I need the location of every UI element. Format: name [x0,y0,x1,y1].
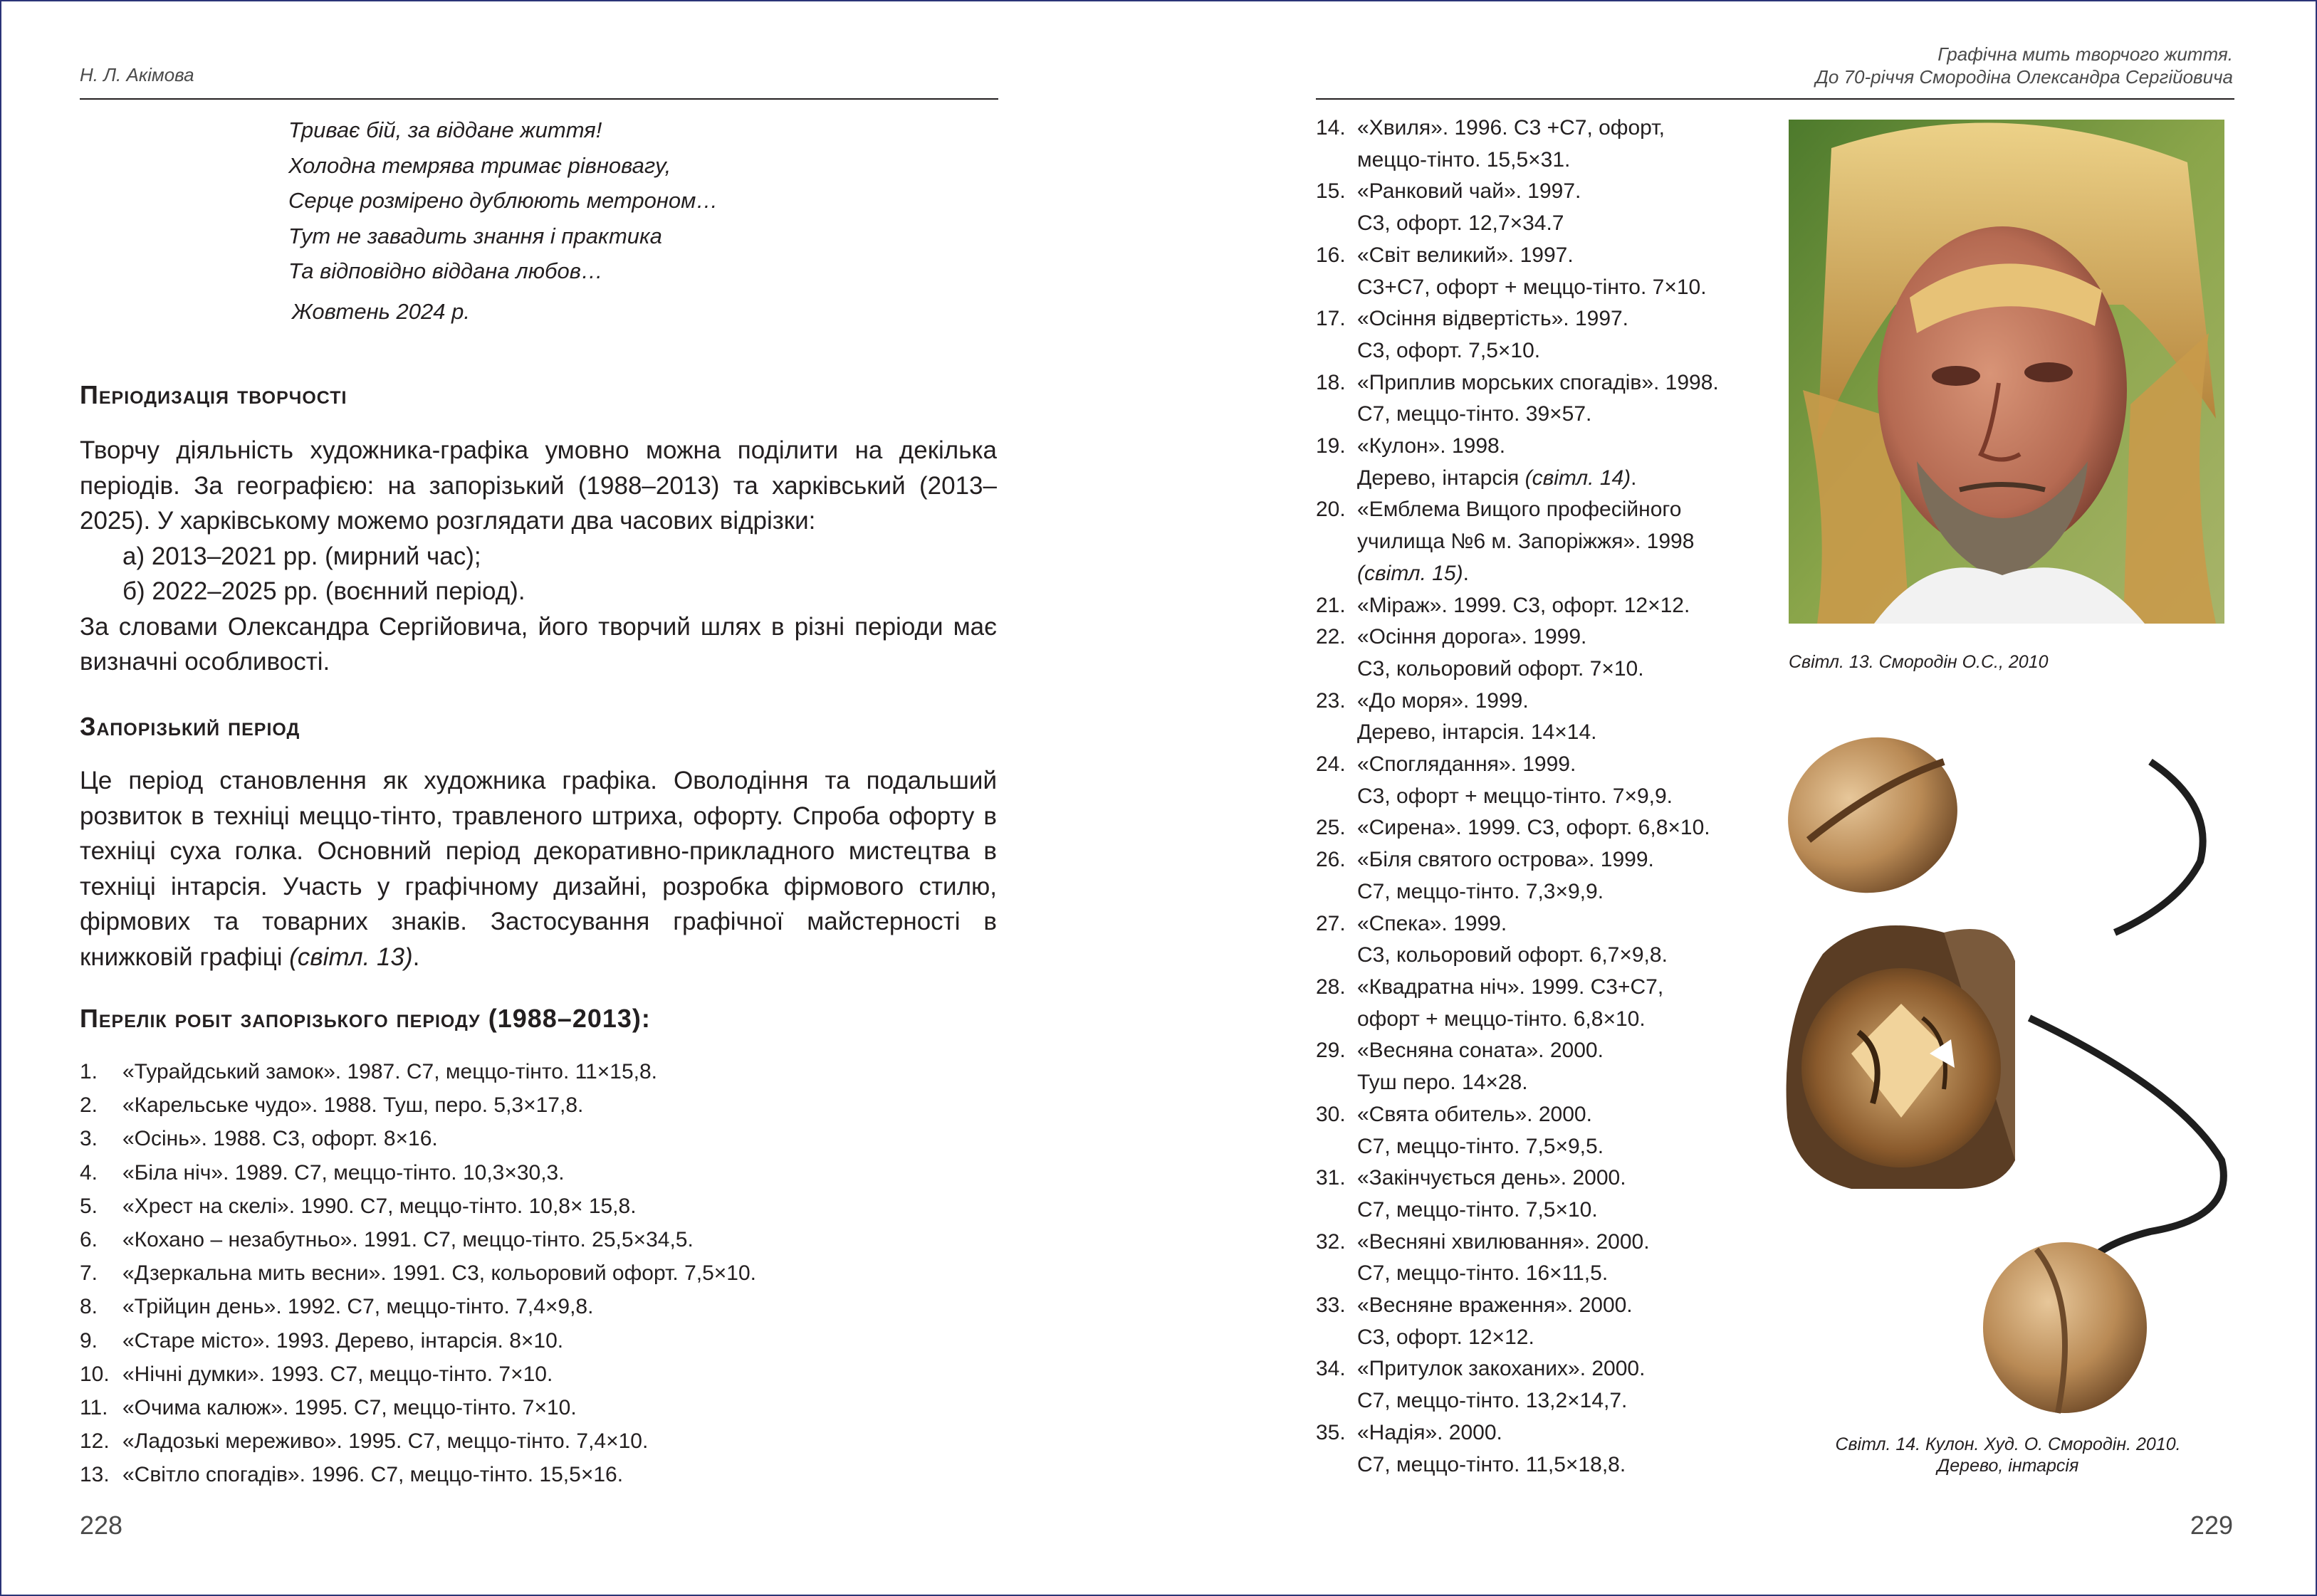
list-item [1316,812,1719,844]
item-number: 27. [1316,911,1346,935]
item-number: 16. [1316,243,1346,267]
paragraph-end: . [412,943,420,971]
list-item [80,1055,756,1088]
item-line: «Світ великий». 1997. [1357,243,1574,267]
item-text: «Світло спогадів». 1996. С7, меццо-тінто. 15,5×16. [122,1463,624,1487]
list-item-b: б) 2022–2025 рр. (воєнний період). [122,577,525,605]
poem [288,112,718,289]
list-item [80,1190,756,1223]
item-line: «Осіння дорога». 1999. [1357,625,1587,649]
poem-date: Жовтень 2024 р. [292,299,470,324]
item-text: «Карельське чудо». 1988. Туш, перо. 5,3×17,8. [122,1093,584,1118]
page-number-left: 228 [80,1511,123,1540]
item-line: С7, меццо-тінто. 13,2×14,7. [1357,1389,1628,1413]
header-rule-right [1316,98,2234,100]
item-number: 8. [80,1295,98,1319]
list-item [1316,494,1719,589]
header-rule-left [80,98,998,100]
list-item [80,1391,756,1424]
list-item [80,1290,756,1323]
list-item [1316,1290,1719,1353]
item-number: 31. [1316,1166,1346,1190]
paragraph-text: Це період становлення як художника графіка. Оволодіння та подальший розвиток в техніці меццо-тінто, травленого штриха, офорту. Спроба офорту в техніці суха голка. Основний період декоративно-прикладного мистецтва в техніці інтарсія. Участь у графічному дизайні, розробка фірмового стилю, фірмових та товарних знаків. Застосування графічної майстерності в книжковій графіці [80,767,997,971]
caption-figure-14 [1780,1434,2236,1476]
list-item [80,1088,756,1122]
item-line: «Осіння відвертість». 1997. [1357,307,1629,331]
item-line: «Ранковий чай». 1997. [1357,179,1581,204]
heading-zaporizhzhia-period: Запорізький період [80,712,300,741]
item-line: С7, меццо-тінто. 7,3×9,9. [1357,879,1604,903]
list-item [1316,844,1719,908]
list-item [1316,908,1719,972]
item-line: С3, офорт. 7,5×10. [1357,338,1541,362]
list-item [1316,686,1719,749]
list-item [80,1122,756,1155]
item-line: С3, офорт. 12,7×34.7 [1357,211,1564,236]
poem-line: Серце розмірено дублюють метроном… [288,188,718,213]
running-head-title [1816,43,2233,88]
item-line: С7, меццо-тінто. 39×57. [1357,402,1592,426]
item-text: «Ладозькі мереживо». 1995. С7, меццо-тінто. 7,4×10. [122,1429,649,1454]
item-number: 4. [80,1160,98,1185]
poem-line: Холодна темрява тримає рівновагу, [288,152,671,178]
list-item [1316,367,1719,431]
item-line: «Весняні хвилювання». 2000. [1357,1229,1650,1254]
item-line: «Міраж». 1999. С3, офорт. 12×12. [1357,593,1690,617]
item-text: «Кохано – незабутньо». 1991. С7, меццо-тінто. 25,5×34,5. [122,1228,694,1252]
item-line-end: . [1631,466,1637,490]
item-number: 5. [80,1194,98,1218]
item-text: «Хрест на скелі». 1990. С7, меццо-тінто. 10,8× 15,8. [122,1194,637,1218]
item-number: 13. [80,1463,110,1487]
item-line: «Споглядання». 1999. [1357,752,1576,777]
item-text: «Трійцин день». 1992. С7, меццо-тінто. 7,4×9,8. [122,1295,594,1319]
page-number-right: 229 [2190,1511,2233,1540]
item-line: «Свята обитель». 2000. [1357,1102,1592,1126]
caption-line: Світл. 14. Кулон. Худ. О. Смородін. 2010. [1835,1434,2181,1454]
item-line: «Хвиля». 1996. С3 +С7, офорт, [1357,116,1665,140]
item-text: «Дзеркальна мить весни». 1991. С3, кольоровий офорт. 7,5×10. [122,1261,757,1286]
list-item [1316,112,1719,176]
item-number: 23. [1316,688,1346,713]
works-list-right [1316,112,1719,1481]
poem-line: Тут не завадить знання і практика [288,223,662,248]
item-number: 26. [1316,848,1346,872]
item-number: 35. [1316,1420,1346,1444]
item-line: С7, меццо-тінто. 7,5×9,5. [1357,1134,1604,1158]
item-number: 29. [1316,1039,1346,1063]
list-item [80,1156,756,1190]
list-item [80,1358,756,1391]
item-line: С3+С7, офорт + меццо-тінто. 7×10. [1357,275,1707,299]
item-text: «Біла ніч». 1989. С7, меццо-тінто. 10,3×30,3. [122,1160,565,1185]
list-item [1316,303,1719,367]
item-line: училища №6 м. Запоріжжя». 1998 [1357,530,1695,554]
poem-line: Та відповідно віддана любов… [288,258,603,283]
item-number: 11. [80,1396,108,1420]
paragraph-text: Творчу діяльність художника-графіка умовно можна поділити на декілька періодів. За географією: на запорізький (1988–2013) та харківський (2013–2025). У харківському можемо розглядати два часових відрізки: [80,436,997,535]
item-line: С3, кольоровий офорт. 6,7×9,8. [1357,943,1668,967]
list-item [1316,972,1719,1035]
list-item [80,1458,756,1491]
item-number: 14. [1316,116,1346,140]
portrait-illustration [1789,120,2224,624]
item-line: «Біля святого острова». 1999. [1357,848,1654,872]
list-item [1316,176,1719,239]
item-line: «Квадратна ніч». 1999. С3+С7, [1357,975,1664,999]
running-head-line: До 70-річчя Смородіна Олександра Сергійовича [1815,66,2233,88]
item-line: С3, офорт + меццо-тінто. 7×9,9. [1357,784,1673,808]
item-number: 32. [1316,1229,1346,1254]
item-line: Дерево, інтарсія [1357,466,1525,490]
item-number: 22. [1316,625,1346,649]
item-line: «Притулок закоханих». 2000. [1357,1357,1646,1381]
item-number: 33. [1316,1293,1346,1318]
item-text: «Старе місто». 1993. Дерево, інтарсія. 8×10. [122,1328,564,1353]
item-number: 12. [80,1429,110,1454]
item-number: 30. [1316,1102,1346,1126]
list-item [80,1223,756,1256]
item-line: «Закінчується день». 2000. [1357,1166,1626,1190]
item-number: 25. [1316,816,1346,840]
paragraph-zaporizhzhia [80,763,997,975]
list-item [1316,240,1719,303]
item-number: 18. [1316,370,1346,394]
caption-line: Дерево, інтарсія [1937,1456,2079,1476]
item-line: С3, офорт. 12×12. [1357,1325,1534,1349]
item-line: С3, кольоровий офорт. 7×10. [1357,656,1644,681]
item-text: «Турайдський замок». 1987. С7, меццо-тінто. 11×15,8. [122,1060,658,1083]
item-line: «До моря». 1999. [1357,688,1529,713]
list-item [80,1324,756,1358]
list-item [1316,1099,1719,1162]
list-item [1316,1162,1719,1226]
list-item [1316,1417,1719,1481]
item-line: «Приплив морських спогадів». 1998. [1357,370,1719,394]
item-number: 1. [80,1060,98,1083]
figure-reference: (світл. 13) [289,943,413,971]
heading-periodization: Періодизація творчості [80,380,347,409]
item-number: 9. [80,1328,98,1353]
item-line: «Сирена». 1999. С3, офорт. 6,8×10. [1357,816,1710,840]
item-number: 19. [1316,434,1346,458]
item-line: меццо-тінто. 15,5×31. [1357,147,1571,172]
item-number: 6. [80,1228,98,1252]
item-number: 21. [1316,593,1346,617]
item-line: «Емблема Вищого професійного [1357,498,1682,522]
item-line: «Надія». 2000. [1357,1420,1502,1444]
item-line: Дерево, інтарсія. 14×14. [1357,720,1597,745]
item-line: «Весняна соната». 2000. [1357,1039,1604,1063]
list-item [1316,1353,1719,1417]
works-list-left [80,1055,756,1492]
item-number: 17. [1316,307,1346,331]
list-item [80,1256,756,1290]
item-number: 34. [1316,1357,1346,1381]
item-line: Туш перо. 14×28. [1357,1071,1528,1095]
heading-works-list: Перелік робіт запорізького періоду (1988–2013): [80,1004,651,1033]
paragraph-periodization [80,433,997,680]
item-number: 7. [80,1261,98,1286]
list-item [1316,621,1719,685]
item-number: 24. [1316,752,1346,777]
running-head-author: Н. Л. Акімова [80,64,194,85]
figure-reference: (світл. 15) [1357,561,1463,585]
item-line: «Весняне враження». 2000. [1357,1293,1633,1318]
list-item [1316,749,1719,812]
pendant-illustration [1780,719,2236,1420]
poem-line: Триває бій, за віддане життя! [288,117,602,142]
item-number: 2. [80,1093,98,1118]
pendant-photo [1780,719,2236,1420]
list-item [1316,1035,1719,1098]
list-item [80,1424,756,1458]
item-line: офорт + меццо-тінто. 6,8×10. [1357,1007,1646,1031]
item-line: С7, меццо-тінто. 11,5×18,8. [1357,1452,1626,1476]
list-item-a: а) 2013–2021 рр. (мирний час); [122,542,481,570]
list-item [1316,1227,1719,1290]
item-number: 28. [1316,975,1346,999]
item-number: 3. [80,1127,98,1151]
item-line: С7, меццо-тінто. 16×11,5. [1357,1261,1609,1286]
item-number: 20. [1316,498,1346,522]
item-text: «Осінь». 1988. С3, офорт. 8×16. [122,1127,438,1151]
item-line-end: . [1463,561,1469,585]
item-number: 10. [80,1362,110,1386]
portrait-photo [1789,120,2224,624]
list-item [1316,431,1719,494]
caption-figure-13: Світл. 13. Смородін О.С., 2010 [1789,652,2049,672]
figure-reference: (світл. 14) [1524,466,1631,490]
item-line: «Спека». 1999. [1357,911,1507,935]
list-item [1316,590,1719,622]
item-line: «Кулон». 1998. [1357,434,1506,458]
item-number: 15. [1316,179,1346,204]
running-head-line: Графічна мить творчого життя. [1937,43,2233,65]
item-line: С7, меццо-тінто. 7,5×10. [1357,1197,1598,1222]
paragraph-text-end: За словами Олександра Сергійовича, його творчий шлях в різні періоди має визначні особливості. [80,612,997,676]
item-text: «Очима калюж». 1995. С7, меццо-тінто. 7×10. [122,1396,577,1420]
item-text: «Нічні думки». 1993. С7, меццо-тінто. 7×10. [122,1362,553,1386]
